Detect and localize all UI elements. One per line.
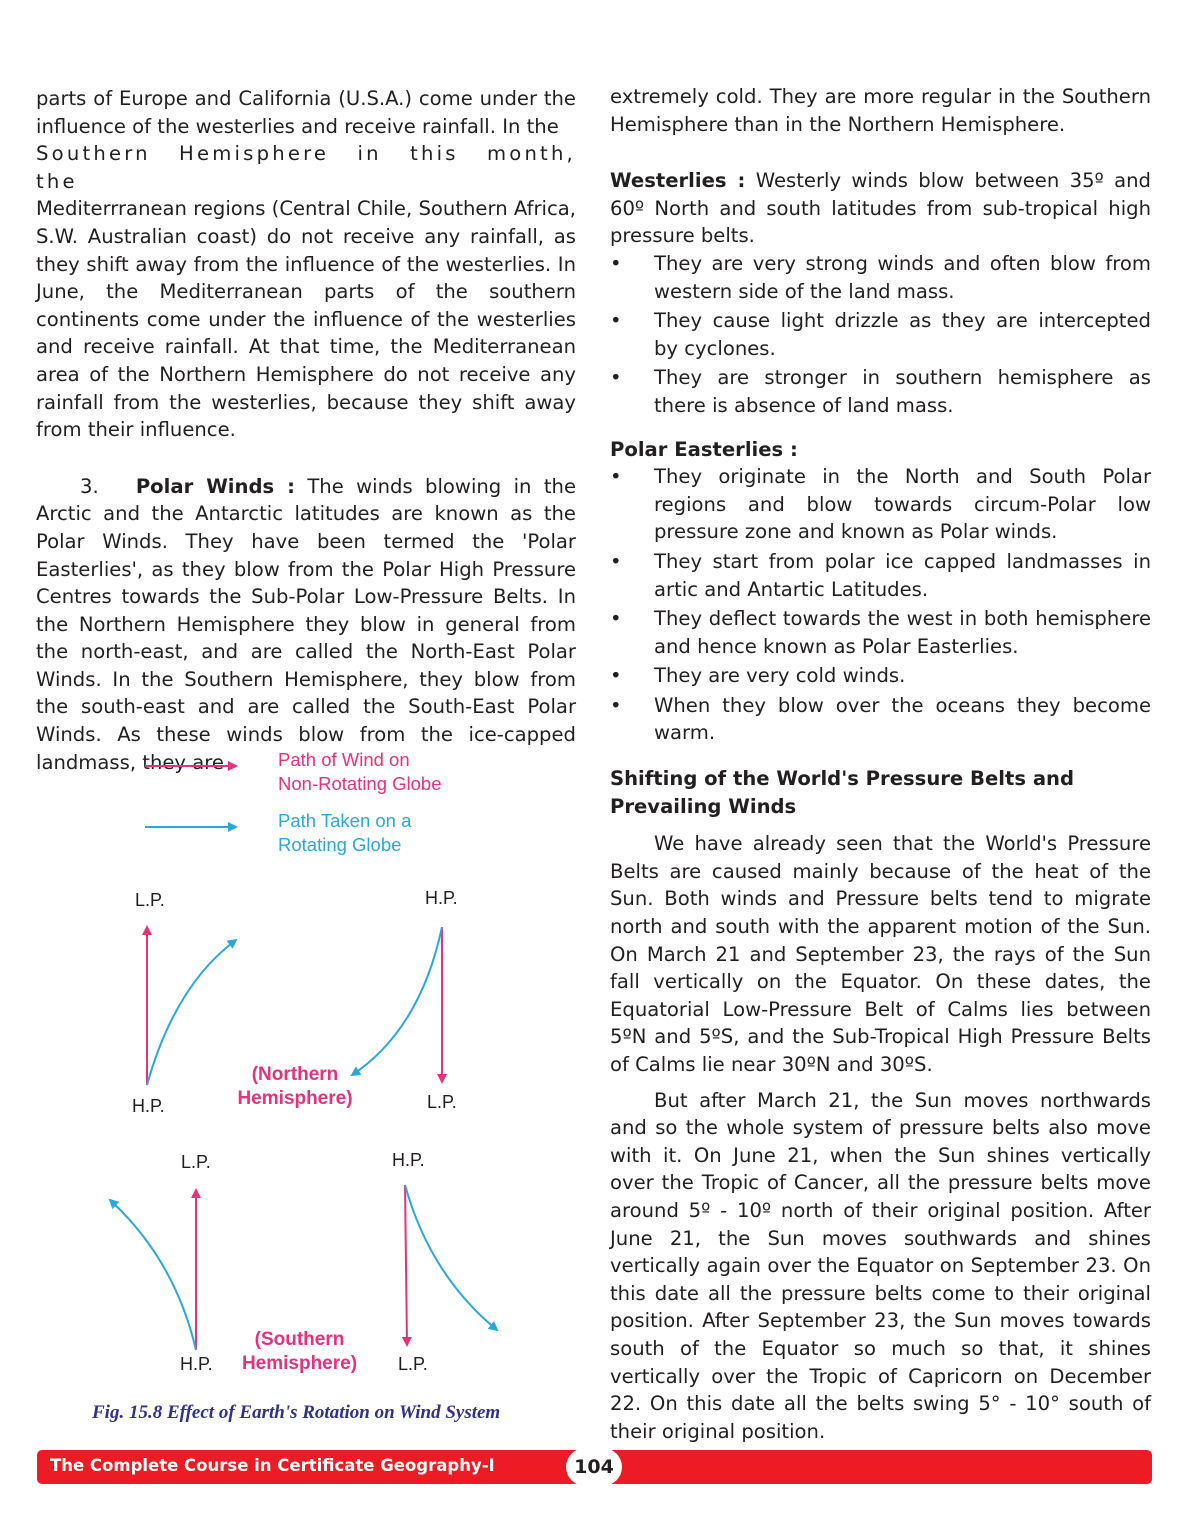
southern-hemisphere-label: (Southern Hemisphere) bbox=[241, 1329, 358, 1374]
sh-right-deflected-arrow bbox=[405, 1185, 497, 1330]
book-title: The Complete Course in Certificate Geography-I bbox=[50, 1456, 495, 1475]
sh-left-low-pressure-label: L.P. bbox=[181, 1152, 211, 1172]
nh-left-low-pressure-label: L.P. bbox=[135, 890, 165, 910]
bullet-icon: • bbox=[610, 366, 622, 390]
nh-right-low-pressure-label: L.P. bbox=[427, 1092, 457, 1112]
list-item: • They cause light drizzle as they are intercepted by cyclones. bbox=[610, 309, 1151, 360]
page-number: 104 bbox=[566, 1448, 622, 1486]
bullet-icon: • bbox=[610, 549, 622, 573]
bullet-icon: • bbox=[610, 664, 622, 688]
northern-hemisphere-label: (Northern Hemisphere) bbox=[237, 1064, 353, 1109]
paragraph-spaced-line: Southern Hemisphere in this month, the bbox=[36, 142, 576, 193]
list-item: • They are very strong winds and often blow from western side of the land mass. bbox=[610, 251, 1151, 303]
westerlies-bullet-list bbox=[610, 250, 1151, 420]
list-item: • They are very cold winds. bbox=[610, 662, 1151, 690]
term-westerlies: Westerlies : bbox=[610, 169, 746, 193]
paragraph-mediterranean-rest: Mediterrranean regions (Central Chile, Southern Africa, S.W. Australian coast) do not receive any rainfall, as they shift away from the influence of the westerlies. In June, the Mediterranean parts of the southern continents come under the influence of the westerlies and receive rainfall. At that time, the Mediterranean area of the Northern Hemisphere do not receive any rainfall from the westerlies, because they shift away from their influence. bbox=[36, 197, 576, 442]
bullet-icon: • bbox=[610, 309, 622, 333]
paragraph-mediterranean-intro: parts of Europe and California (U.S.A.) come under the influence of the westerlies and receive rainfall. In the bbox=[36, 87, 576, 138]
figure-caption: Fig. 15.8 Effect of Earth's Rotation on Wind System bbox=[92, 1402, 501, 1423]
bullet-icon: • bbox=[610, 607, 622, 631]
page-footer bbox=[37, 1450, 1152, 1484]
sh-left-deflected-arrow bbox=[110, 1200, 196, 1350]
legend-non-rotating: Path of Wind on Non-Rotating Globe bbox=[278, 749, 442, 794]
paragraph-polar-winds bbox=[36, 473, 576, 777]
legend-rotating: Path Taken on a Rotating Globe bbox=[278, 810, 412, 855]
list-item: • They deflect towards the west in both hemisphere and hence known as Polar Easterlies. bbox=[610, 607, 1151, 658]
sh-left-high-pressure-label: H.P. bbox=[180, 1354, 213, 1374]
term-polar-winds: Polar Winds : bbox=[135, 474, 295, 498]
heading-polar-easterlies: Polar Easterlies : bbox=[610, 437, 798, 461]
heading-shifting-pressure-belts: Shifting of the World's Pressure Belts and Prevailing Winds bbox=[610, 767, 1075, 818]
paragraph-polar-cold: extremely cold. They are more regular in the Southern Hemisphere than in the Northern Hemisphere. bbox=[610, 85, 1151, 136]
sh-right-low-pressure-label: L.P. bbox=[398, 1354, 428, 1374]
bullet-icon: • bbox=[610, 251, 622, 275]
bullet-icon: • bbox=[610, 465, 622, 489]
right-column bbox=[610, 83, 1151, 1445]
list-item: • They are stronger in southern hemisphere as there is absence of land mass. bbox=[610, 366, 1151, 417]
sh-right-straight-arrow bbox=[405, 1185, 407, 1345]
list-item: • They originate in the North and South Polar regions and blow towards circum-Polar low pressure zone and known as Polar winds. bbox=[610, 465, 1151, 544]
left-column bbox=[36, 85, 576, 776]
nh-right-high-pressure-label: H.P. bbox=[425, 888, 458, 908]
nh-left-high-pressure-label: H.P. bbox=[132, 1096, 165, 1116]
bullet-icon: • bbox=[610, 693, 622, 717]
paragraph-pressure-belts-intro: We have already seen that the World's Pressure Belts are caused mainly because of the heat of the Sun. Both winds and Pressure belts tend to migrate north and south with the apparent motion of the Sun. On March 21 and September 23, the rays of the Sun fall vertically on the Equator. On these dates, the Equatorial Low-Pressure Belt of Calms lies between 5ºN and 5ºS, and the Sub-Tropical High Pressure Belts of Calms lie near 30ºN and 30ºS. bbox=[610, 832, 1151, 1076]
sh-right-high-pressure-label: H.P. bbox=[392, 1150, 425, 1170]
westerlies-text: Westerly winds blow between 35º and 60º North and south latitudes from sub-tropical high pressure belts. bbox=[610, 169, 1151, 248]
list-item: • They start from polar ice capped landmasses in artic and Antartic Latitudes. bbox=[610, 549, 1151, 601]
figure-earth-rotation-wind bbox=[80, 740, 560, 1440]
paragraph-pressure-belts-migration: But after March 21, the Sun moves northwards and so the whole system of pressure belts also move with it. On June 21, when the Sun shines vertically over the Tropic of Cancer, all the pressure belts move around 5º - 10º north of their original position. After June 21, the Sun moves southwards and shines vertically again over the Equator on September 23. On this date all the pressure belts come to their original position. After September 23, the Sun moves towards south of the Equator so much so that, it shines vertically over the Tropic of Capricorn on December 22. On this date all the belts swing 5° - 10° south of their original position. bbox=[610, 1088, 1151, 1443]
nh-right-deflected-arrow bbox=[352, 927, 442, 1075]
polar-easterlies-bullet-list bbox=[610, 463, 1151, 747]
polar-winds-text: The winds blowing in the Arctic and the Antarctic latitudes are known as the Polar Winds. They have been termed the 'Polar Easterlies', as they blow from the Polar High Pressure Centres towards the Sub-Polar Low-Pressure Belts. In the Northern Hemisphere they blow in general from the north-east, and are called the North-East Polar Winds. In the Southern Hemisphere, they blow from the south-east and are called the South-East Polar Winds. As these winds blow from the ice-capped landmass, they are bbox=[36, 474, 576, 774]
list-number: 3. bbox=[80, 474, 99, 498]
nh-left-deflected-arrow bbox=[147, 940, 236, 1085]
list-item: • When they blow over the oceans they become warm. bbox=[610, 693, 1151, 745]
paragraph-westerlies bbox=[610, 167, 1151, 250]
